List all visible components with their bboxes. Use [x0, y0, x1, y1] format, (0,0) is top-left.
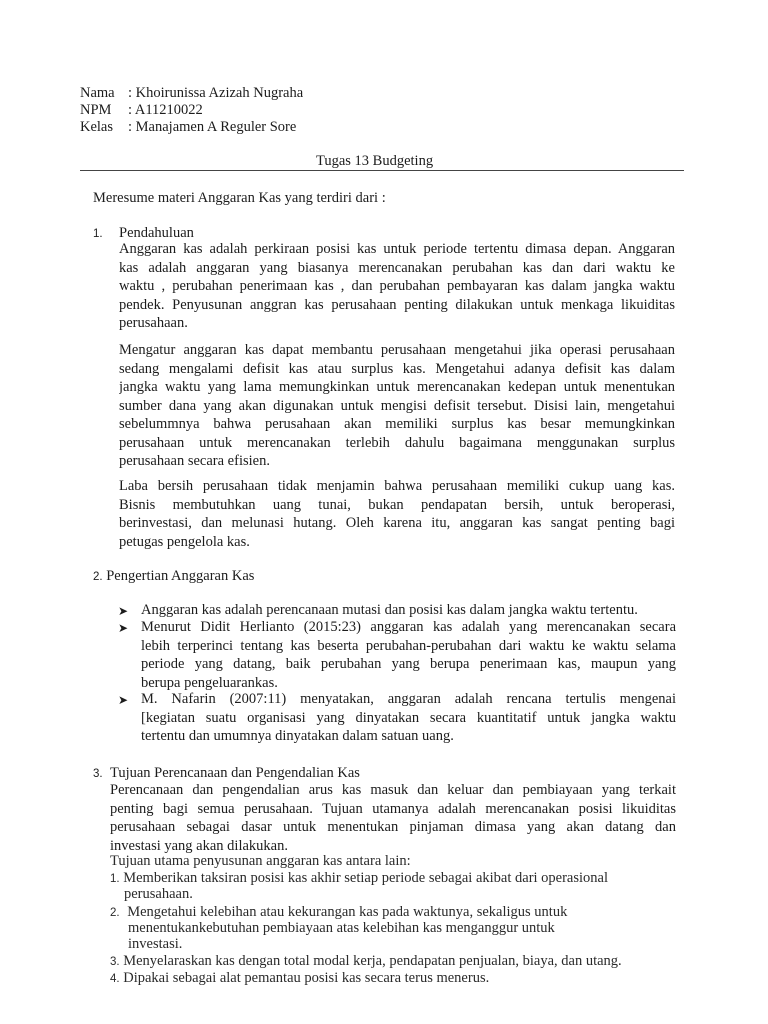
paragraph-line: Anggaran kas adalah perkiraan posisi kas untuk periode tertentu dimasa depan. Anggaran	[119, 241, 675, 257]
section-1-paragraph-2	[119, 341, 675, 471]
intro-text: Meresume materi Anggaran Kas yang terdiri dari :	[93, 190, 386, 206]
list-item-number: 4.	[110, 973, 120, 985]
paragraph-line: Bisnis membutuhkan uang tunai, bukan pendapatan bersih, untuk beroperasi,	[119, 496, 675, 513]
paragraph-line: Mengatur anggaran kas dapat membantu perusahaan mengetahui jika operasi perusahaan	[119, 342, 675, 358]
paragraph-line: berinvestasi, dan melunasi hutang. Oleh karena itu, anggaran kas sangat penting bagi	[119, 515, 675, 531]
list-item-number: 3.	[110, 956, 120, 968]
bullet-line: tertentu dan umumnya dinyatakan dalam satuan uang.	[141, 728, 454, 744]
section-2-number: 2.	[93, 571, 103, 583]
student-name-row	[80, 84, 303, 102]
paragraph-line: petugas pengelola kas.	[119, 533, 250, 550]
section-3-heading: Tujuan Perencanaan dan Pengendalian Kas	[110, 765, 360, 781]
student-npm-row	[80, 101, 203, 119]
bullet-line: periode yang datang, baik perubahan yang berupa penerimaan kas, maupun yang	[141, 656, 676, 672]
paragraph-line: waktu , perubahan penerimaan kas , dan perubahan pembayaran kas dalam jangka waktu	[119, 278, 675, 294]
arrowhead-bullet-icon: ➤	[118, 604, 129, 618]
list-item-line: Mengetahui kelebihan atau kekurangan kas pada waktunya, sekaligus untuk	[127, 904, 568, 920]
bullet-line: Anggaran kas adalah perencanaan mutasi dan posisi kas dalam jangka waktu tertentu.	[141, 602, 638, 618]
student-class-row	[80, 118, 296, 136]
list-item-2-continued: menentukankebutuhan pembiayaan atas kelebihan kas menganggur untuk	[128, 920, 555, 936]
section-3-number: 3.	[93, 768, 103, 780]
section-2-heading: Pengertian Anggaran Kas	[106, 568, 255, 584]
bullet-line: [kegiatan suatu organisasi yang dinyatakan secara kuantitatif untuk jangka waktu	[141, 709, 676, 726]
npm-label: NPM	[80, 102, 112, 118]
title-divider	[80, 170, 684, 171]
list-item-line: Menyelaraskan kas dengan total modal kerja, pendapatan penjualan, biaya, dan utang.	[123, 953, 622, 969]
arrowhead-bullet-icon: ➤	[118, 621, 129, 635]
arrowhead-bullet-icon: ➤	[118, 693, 129, 707]
list-item-1-continued: perusahaan.	[124, 886, 193, 902]
paragraph-line: perusahaan secara efisien.	[119, 453, 270, 469]
section-3-list-intro: Tujuan utama penyusunan anggaran kas antara lain:	[110, 853, 411, 869]
section-1-paragraph-1	[119, 240, 675, 333]
section-1-heading: Pendahuluan	[119, 225, 194, 241]
list-item-line: Memberikan taksiran posisi kas akhir setiap periode sebagai akibat dari operasional	[123, 870, 609, 886]
paragraph-line: perusahaan untuk merencanakan terlebih dahulu bagaimana menggunakan surplus	[119, 434, 675, 451]
paragraph-line: investasi yang akan dilakukan.	[110, 837, 288, 854]
paragraph-line: sumber dana yang akan digunakan untuk mengisi defisit tersebut. Disisi lain, mengetahui	[119, 397, 675, 414]
paragraph-line: perusahaan.	[119, 315, 188, 331]
paragraph-line: sedang mengalami defisit kas atau surplus kas. Mengetahui adanya defisit kas dalam	[119, 360, 675, 377]
class-label: Kelas	[80, 119, 114, 135]
list-item-line: Dipakai sebagai alat pemantau posisi kas secara terus menerus.	[123, 970, 490, 986]
name-label: Nama	[80, 85, 115, 101]
bullet-line: Menurut Didit Herlianto (2015:23) anggaran kas adalah yang merencanakan secara	[141, 619, 676, 635]
section-3-paragraph-1	[110, 781, 676, 855]
name-value: : Khoirunissa Azizah Nugraha	[128, 85, 304, 101]
paragraph-line: perusahaan sebagai dasar untuk menentukan pinjaman dimasa yang akan datang dan	[110, 819, 676, 835]
bullet-line: lebih terperinci tentang kas beserta perubahan-perubahan dari waktu ke waktu selama	[141, 637, 676, 654]
paragraph-line: sebelummnya bahwa perusahaan akan memiliki surplus kas besar memungkinkan	[119, 416, 675, 432]
list-item-number: 1.	[110, 873, 120, 885]
document-title: Tugas 13 Budgeting	[316, 153, 434, 169]
section-1-paragraph-3	[119, 477, 675, 551]
section-2-bullet-3	[141, 690, 676, 746]
npm-value: : A11210022	[128, 102, 203, 118]
paragraph-line: penting bagi semua perusahaan. Tujuan utamanya adalah merencanakan posisi likuiditas	[110, 800, 676, 817]
section-1-number: 1.	[93, 228, 103, 240]
paragraph-line: kas adalah anggaran yang biasanya merencanakan perubahan kas dan dari waktu ke	[119, 259, 675, 276]
section-2-bullet-1	[141, 601, 676, 620]
paragraph-line: Perencanaan dan pengendalian arus kas masuk dan keluar dan pembiayaan yang terkait	[110, 782, 676, 798]
section-2-title	[93, 567, 254, 586]
paragraph-line: Laba bersih perusahaan tidak menjamin bahwa perusahaan memiliki cukup uang kas.	[119, 478, 675, 494]
list-item-3	[110, 953, 622, 971]
list-item-2-continued: investasi.	[128, 936, 183, 952]
paragraph-line: pendek. Penyusunan anggran kas perusahaan penting dilakukan untuk menkaga likuiditas	[119, 296, 675, 313]
class-value: : Manajamen A Reguler Sore	[128, 119, 297, 135]
paragraph-line: jangka waktu yang lama memungkinkan untuk merencanakan kedepan untuk menentukan	[119, 379, 675, 395]
bullet-line: berupa pengeluarankas.	[141, 674, 278, 691]
section-2-bullet-2	[141, 618, 676, 692]
list-item-4	[110, 970, 489, 988]
list-item-number: 2.	[110, 907, 120, 919]
bullet-line: M. Nafarin (2007:11) menyatakan, anggaran adalah rencana tertulis mengenai	[141, 691, 676, 707]
